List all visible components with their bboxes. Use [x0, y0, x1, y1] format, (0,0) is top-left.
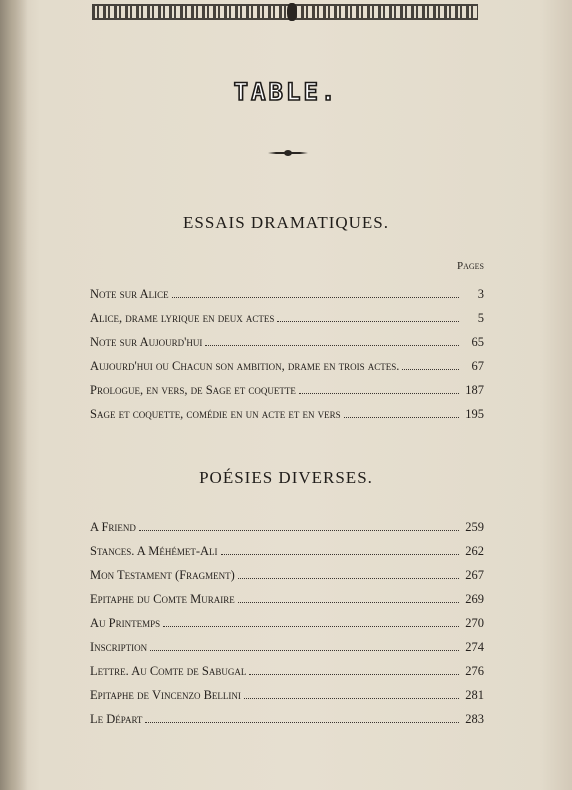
- toc-entry-page: 269: [465, 592, 484, 606]
- toc-entry-page: 65: [471, 335, 484, 349]
- toc-entry[interactable]: [90, 282, 484, 306]
- leader-dots: [150, 638, 459, 651]
- toc-entry-label: Le Départ: [90, 712, 143, 726]
- leader-dots: [249, 662, 459, 675]
- leader-dots: [277, 309, 459, 322]
- toc-entry-label: Sage et coquette, comédie en un acte et en vers: [90, 407, 341, 421]
- leader-dots: [172, 285, 459, 298]
- section-heading-essais: ESSAIS DRAMATIQUES.: [182, 213, 390, 232]
- toc-entry-label: Note sur Alice: [90, 287, 169, 301]
- leader-dots: [221, 542, 459, 555]
- header-ornament-center: [287, 3, 297, 21]
- toc-entry-page: 274: [465, 640, 484, 654]
- toc-entry[interactable]: [90, 354, 484, 378]
- toc-entry-page: 262: [465, 544, 484, 558]
- toc-entry[interactable]: [90, 659, 484, 683]
- leader-dots: [139, 518, 459, 531]
- section-heading-poesies: POÉSIES DIVERSES.: [199, 468, 373, 487]
- toc-entry-label: Mon Testament (Fragment): [90, 568, 235, 582]
- toc-entry[interactable]: [90, 402, 484, 426]
- page-gutter-shadow: [0, 0, 28, 790]
- toc-entry-page: 195: [465, 407, 484, 421]
- toc-entry-page: 5: [477, 311, 484, 325]
- leader-dots: [402, 357, 459, 370]
- toc-entry-label: Epitaphe du Comte Muraire: [90, 592, 235, 606]
- toc-entry[interactable]: [90, 378, 484, 402]
- toc-entry[interactable]: [90, 539, 484, 563]
- leader-dots: [244, 686, 459, 699]
- title-divider-ornament: [268, 151, 308, 155]
- toc-entry-page: 276: [465, 664, 484, 678]
- toc-entry[interactable]: [90, 563, 484, 587]
- toc-entry[interactable]: [90, 515, 484, 539]
- toc-entry[interactable]: [90, 330, 484, 354]
- divider-center-dot: [284, 150, 292, 156]
- header-ornament-band: [92, 4, 478, 20]
- toc-entry[interactable]: [90, 587, 484, 611]
- toc-entry-label: Lettre. Au Comte de Sabugal: [90, 664, 247, 678]
- pages-column-label: Pages: [456, 260, 484, 272]
- leader-dots: [238, 566, 459, 579]
- toc-entry-page: 281: [465, 688, 484, 702]
- leader-dots: [238, 590, 459, 603]
- toc-entry-label: Prologue, en vers, de Sage et coquette: [90, 383, 296, 397]
- leader-dots: [145, 710, 459, 723]
- toc-entry-page: 259: [465, 520, 484, 534]
- toc-entry-page: 270: [465, 616, 484, 630]
- toc-entry-page: 267: [465, 568, 484, 582]
- toc-entry[interactable]: [90, 707, 484, 731]
- toc-entry[interactable]: [90, 306, 484, 330]
- toc-entry-label: Aujourd'hui ou Chacun son ambition, drame en trois actes.: [90, 359, 400, 373]
- toc-list-essais: [90, 282, 484, 426]
- toc-entry-page: 3: [477, 287, 484, 301]
- toc-entry-page: 187: [465, 383, 484, 397]
- leader-dots: [163, 614, 459, 627]
- toc-entry-label: Stances. A Méhémet-Ali: [90, 544, 218, 558]
- toc-entry[interactable]: [90, 635, 484, 659]
- page-title: TABLE.: [233, 78, 339, 106]
- toc-entry-label: Alice, drame lyrique en deux actes: [90, 311, 275, 325]
- toc-entry[interactable]: [90, 683, 484, 707]
- toc-list-poesies: [90, 515, 484, 731]
- toc-entry-page: 67: [471, 359, 484, 373]
- toc-entry-page: 283: [465, 712, 484, 726]
- toc-entry-label: Epitaphe de Vincenzo Bellini: [90, 688, 241, 702]
- toc-entry[interactable]: [90, 611, 484, 635]
- leader-dots: [299, 381, 459, 394]
- leader-dots: [344, 405, 459, 418]
- toc-entry-label: Au Printemps: [90, 616, 161, 630]
- toc-entry-label: Inscription: [90, 640, 148, 654]
- toc-entry-label: A Friend: [90, 520, 136, 534]
- leader-dots: [205, 333, 459, 346]
- toc-entry-label: Note sur Aujourd'hui: [90, 335, 203, 349]
